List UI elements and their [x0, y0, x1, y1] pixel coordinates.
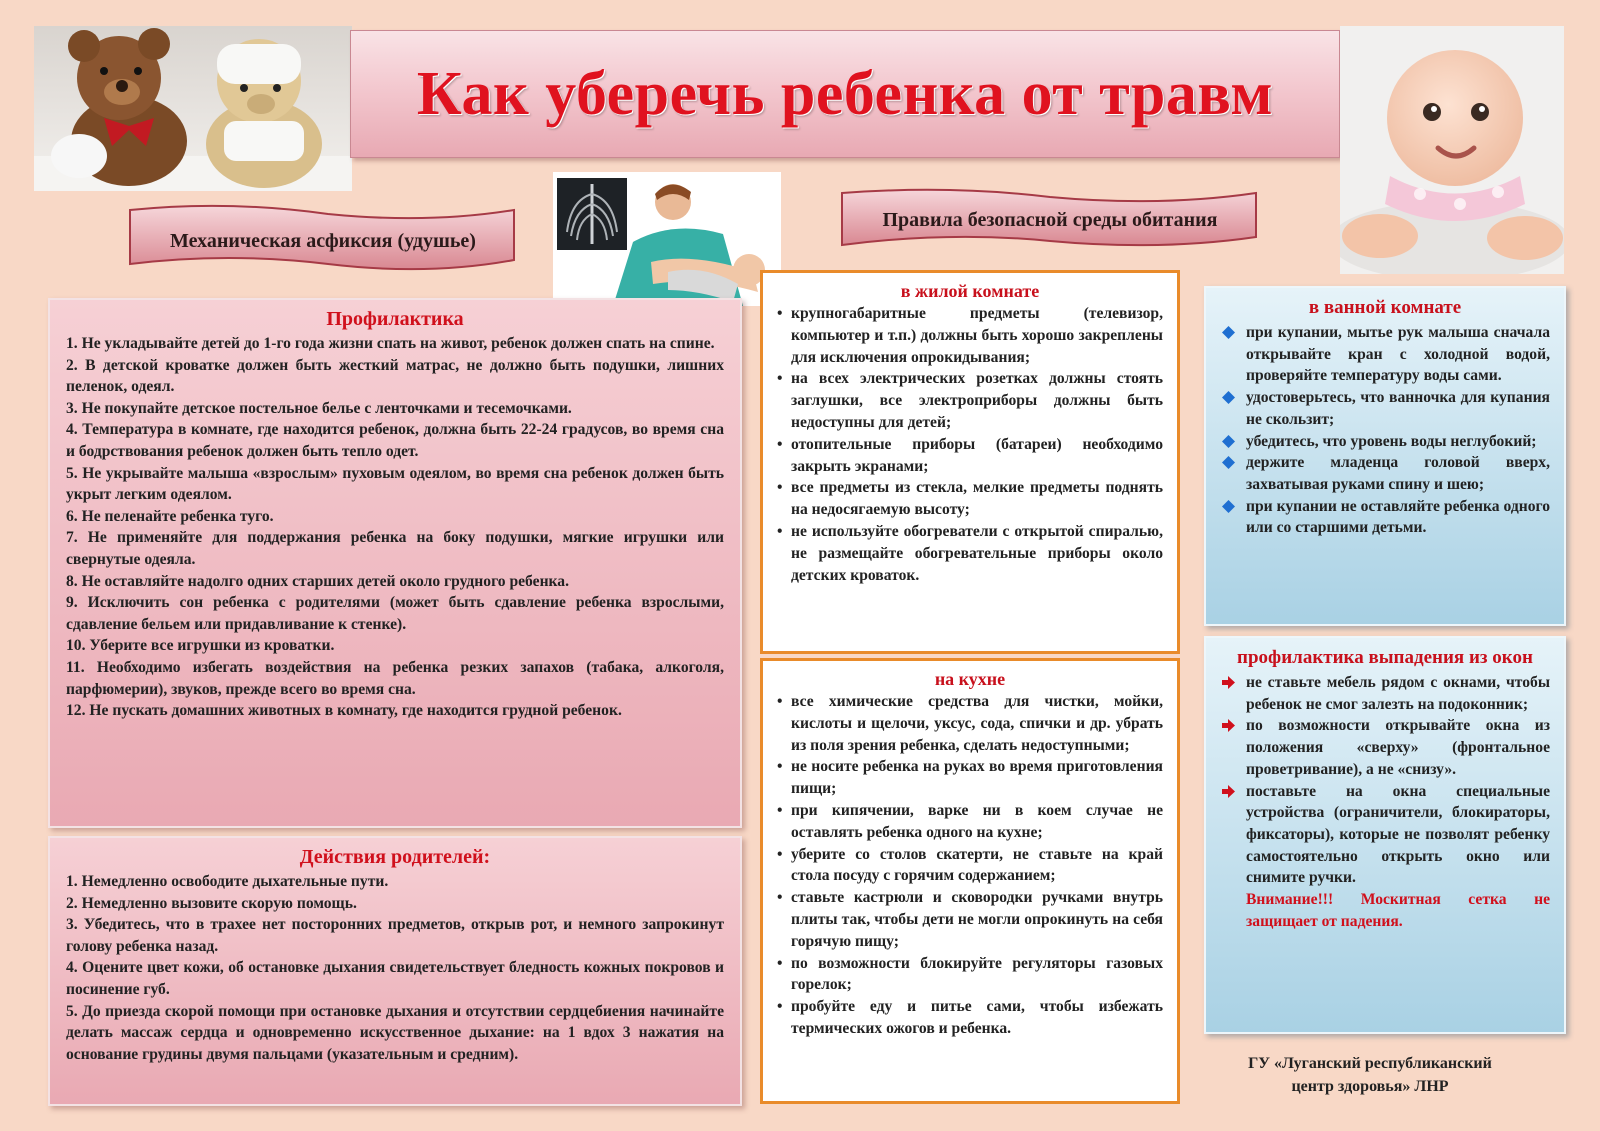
prevention-item: 3. Не покупайте детское постельное белье с ленточками и тесемочками.: [66, 399, 572, 417]
parents-action-item: 4. Оцените цвет кожи, об остановке дыхания свидетельствует бледность кожных покровов и посинение губ.: [66, 959, 724, 998]
red-arrow-icon: [1222, 719, 1235, 732]
kitchen-item: • не носите ребенка на руках во время приготовления пищи;: [777, 756, 1163, 800]
windows-warning: Внимание!!! Москитная сетка не защищает от падения.: [1246, 891, 1550, 930]
windows-item: [1220, 715, 1550, 780]
doctor-xray-photo: [553, 172, 781, 306]
prevention-item: 10. Уберите все игрушки из кроватки.: [66, 637, 335, 655]
living-room-title: в жилой комнате: [900, 281, 1040, 301]
kitchen-title: на кухне: [934, 669, 1006, 689]
parents-action-item: 5. До приезда скорой помощи при остановке дыхания и отсутствии сердцебиения начинайте делать массаж сердца и одновременно искусственное дыхание: на 1 вдох 3 нажатия на основание грудины двумя пальцами (указательным и средним).: [66, 1002, 724, 1063]
page-title: Как уберечь ребенка от травм: [416, 59, 1274, 128]
blue-diamond-icon: [1222, 500, 1235, 513]
parents-action-item: 3. Убедитесь, что в трахее нет посторонних предметов, открыв рот, и немного запрокинут голову ребенка назад.: [66, 916, 724, 955]
organization-line-1: ГУ «Луганский республиканский: [1248, 1055, 1492, 1072]
kitchen-item: • ставьте кастрюли и сковородки ручками внутрь плиты так, чтобы дети не могли опрокинуть на себя горячую пищу;: [777, 887, 1163, 952]
bathroom-item-text: держите младенца головой вверх, захватывая руками спину и шею;: [1246, 454, 1550, 493]
windows-item-text: по возможности открывайте окна из положения «сверху» (фронтальное проветривание), а не «снизу».: [1246, 717, 1550, 778]
blue-diamond-icon: [1222, 456, 1235, 469]
prevention-item: 12. Не пускать домашних животных в комнату, где находится грудной ребенок.: [66, 702, 622, 720]
windows-panel: [1204, 636, 1566, 1034]
prevention-panel: [48, 298, 742, 828]
living-room-item: • крупногабаритные предметы (телевизор, компьютер и т.п.) должны быть хорошо закреплены для исключения опрокидывания;: [777, 303, 1163, 368]
bathroom-item-text: при купании, мытье рук малыша сначала открывайте кран с холодной водой, проверяйте температуру воды сами.: [1246, 324, 1550, 385]
prevention-item: 1. Не укладывайте детей до 1-го года жизни спать на живот, ребенок должен спать на спине.: [66, 335, 715, 352]
prevention-item: 2. В детской кроватке должен быть жесткий матрас, не должно быть подушки, лишних пеленок, одеял.: [66, 356, 724, 396]
blue-diamond-icon: [1222, 326, 1235, 339]
kitchen-item: • уберите со столов скатерти, не ставьте на край стола посуду с горячим содержанием;: [777, 844, 1163, 888]
bathroom-item-text: при купании не оставляйте ребенка одного или со старшими детьми.: [1246, 497, 1550, 537]
living-room-item: • все предметы из стекла, мелкие предметы поднять на недосягаемую высоту;: [777, 477, 1163, 521]
bathroom-item: [1220, 387, 1550, 430]
kitchen-item: • пробуйте еду и питье сами, чтобы избежать термических ожогов и ребенка.: [777, 996, 1163, 1040]
parents-actions-title: Действия родителей:: [299, 846, 491, 868]
baby-neck-collar-photo: [1340, 26, 1564, 274]
kitchen-panel: [760, 658, 1180, 1104]
bathroom-title: в ванной комнате: [1308, 297, 1462, 318]
ribbon-safe-environment-label: Правила безопасной среды обитания: [882, 208, 1218, 231]
living-room-item: • на всех электрических розетках должны стоять заглушки, все электроприборы должны быть недоступны для детей;: [777, 368, 1163, 433]
bathroom-item: [1220, 322, 1550, 387]
ribbon-asphyxia: [128, 202, 518, 280]
bathroom-panel: [1204, 286, 1566, 626]
bathroom-item-text: удостоверьтесь, что ванночка для купания не скользит;: [1246, 389, 1550, 428]
bathroom-item: [1220, 452, 1550, 495]
bathroom-item: [1220, 496, 1550, 539]
prevention-item: 4. Температура в комнате, где находится ребенок, должна быть 22-24 градусов, во время сна и бодрствования ребенок должен быть тепло одет.: [66, 421, 724, 460]
prevention-item: 9. Исключить сон ребенка с родителями (может быть сдавление ребенка взрослыми, сдавление бельем или придавливание к стенке).: [66, 594, 724, 633]
windows-item-text: не ставьте мебель рядом с окнами, чтобы ребенок не смог залезть на подоконник;: [1246, 674, 1550, 713]
organization-footer: [1190, 1052, 1550, 1098]
ribbon-asphyxia-label: Механическая асфиксия (удушье): [170, 229, 476, 252]
windows-item-text: поставьте на окна специальные устройства (ограничители, блокираторы, фиксаторы), которые не позволят ребенку самостоятельно открыть окно или снимите ручки.: [1246, 782, 1550, 887]
prevention-item: 11. Необходимо избегать воздействия на ребенка резких запахов (табака, алкоголя, парфюмерии), звуков, прежде всего во время сна.: [66, 658, 724, 698]
teddy-bears-photo: [34, 26, 352, 191]
prevention-item: 5. Не укрывайте малыша «взрослым» пуховым одеялом, во время сна ребенок должен быть укрыт легким одеялом.: [66, 464, 724, 504]
kitchen-item: • все химические средства для чистки, мойки, кислоты и щелочи, уксус, сода, спички и др. убрать из поля зрения ребенка, сделать недоступными;: [777, 691, 1163, 756]
ribbon-safe-environment: [840, 187, 1260, 253]
living-room-panel: [760, 270, 1180, 654]
title-banner: [350, 30, 1340, 158]
bathroom-item-text: убедитесь, что уровень воды неглубокий;: [1246, 432, 1537, 450]
parents-action-item: 1. Немедленно освободите дыхательные пути.: [66, 873, 389, 890]
living-room-item: • не используйте обогреватели с открытой спиралью, не размещайте обогревательные приборы около детских кроваток.: [777, 521, 1163, 586]
prevention-item: 7. Не применяйте для поддержания ребенка на боку подушки, мягкие игрушки или свернутые одеяла.: [66, 529, 724, 568]
windows-item: [1220, 672, 1550, 715]
windows-title: профилактика выпадения из окон: [1237, 647, 1533, 668]
parents-action-item: 2. Немедленно вызовите скорую помощь.: [66, 894, 357, 912]
prevention-item: 6. Не пеленайте ребенка туго.: [66, 507, 274, 525]
prevention-item: 8. Не оставляйте надолго одних старших детей около грудного ребенка.: [66, 572, 569, 590]
kitchen-item: • при кипячении, варке ни в коем случае не оставлять ребенка одного на кухне;: [777, 800, 1163, 844]
organization-line-2: центр здоровья» ЛНР: [1291, 1078, 1449, 1095]
blue-diamond-icon: [1222, 391, 1235, 404]
red-arrow-icon: [1222, 785, 1235, 798]
living-room-item: • отопительные приборы (батареи) необходимо закрыть экранами;: [777, 434, 1163, 478]
prevention-title: Профилактика: [326, 308, 464, 330]
bathroom-item: [1220, 431, 1550, 453]
red-arrow-icon: [1222, 676, 1235, 689]
windows-item: [1220, 781, 1550, 890]
blue-diamond-icon: [1222, 435, 1235, 448]
parents-actions-panel: [48, 836, 742, 1106]
kitchen-item: • по возможности блокируйте регуляторы газовых горелок;: [777, 953, 1163, 997]
